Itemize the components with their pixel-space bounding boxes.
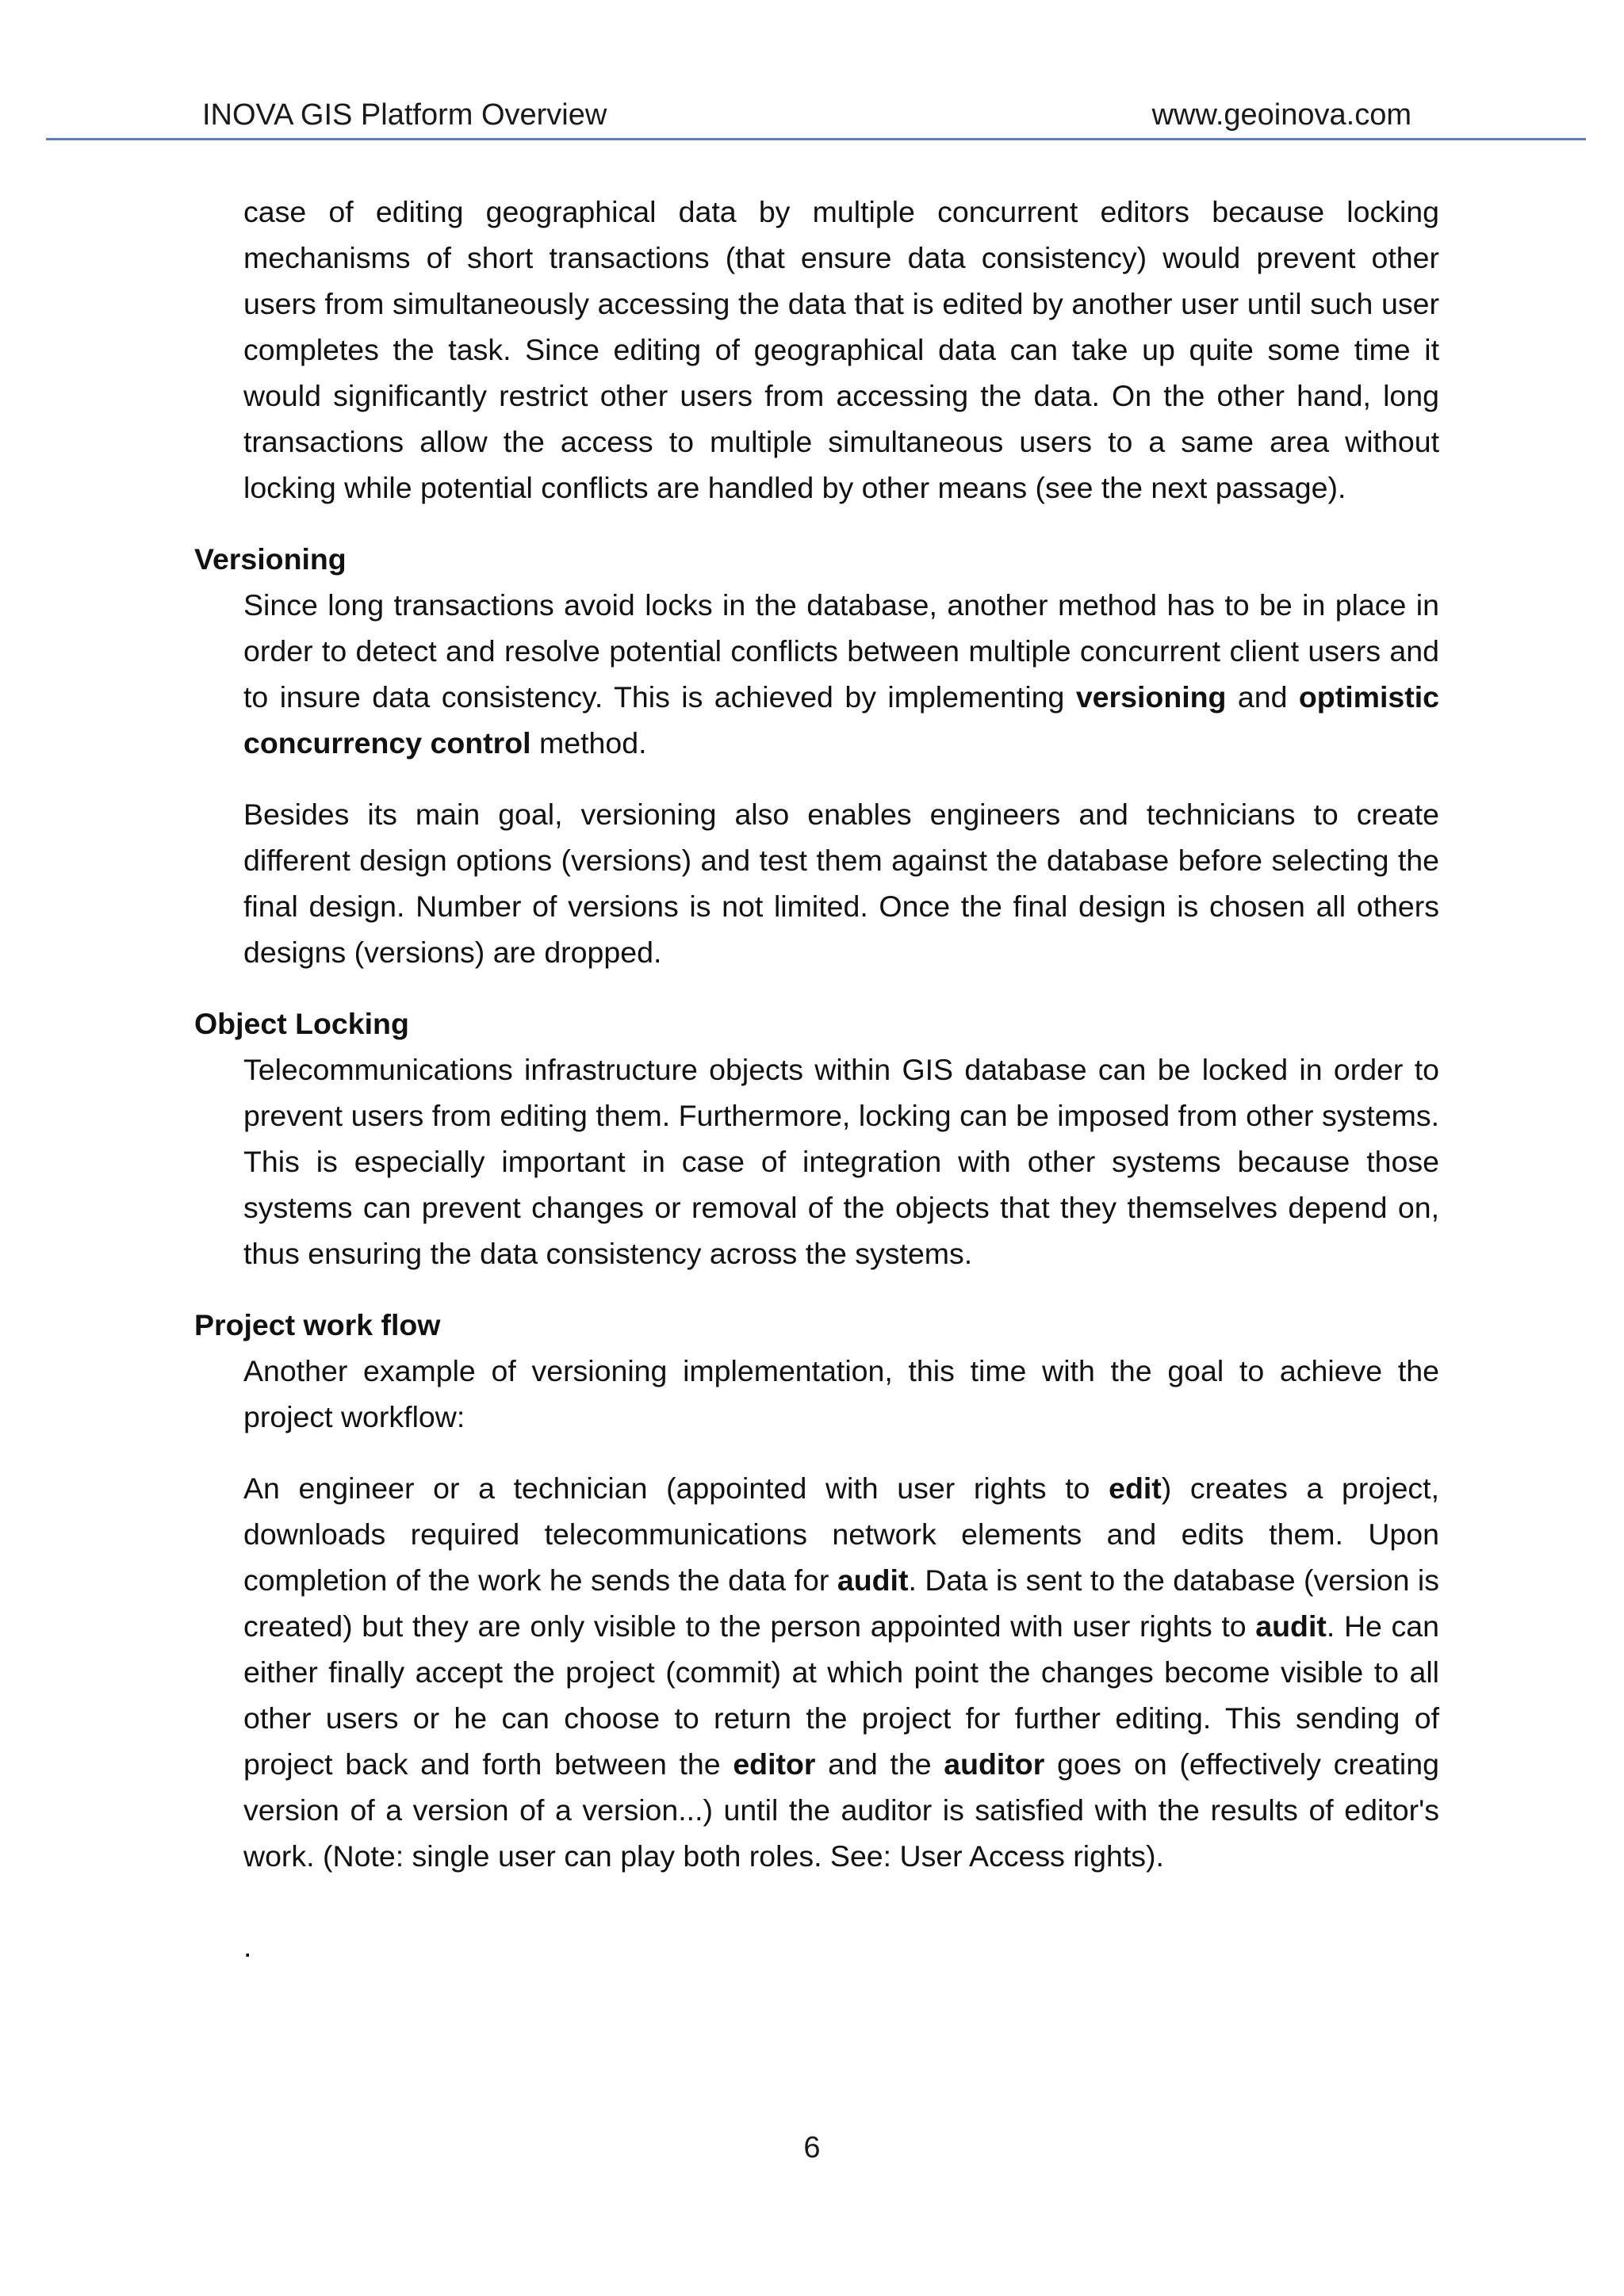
text-run: goes on (effectively creating version of a version of a version...) until the auditor is satisfied with the results of editor's work. (Note: single user can play both roles. See: User Access rights). [243,1747,1439,1873]
header-divider [46,138,1586,140]
object-locking-paragraph: Telecommunications infrastructure objects within GIS database can be locked in order to prevent users from editing them. Furthermore, locking can be imposed from other systems. This is especially important in case of integration with other systems because those systems can prevent changes or removal of the objects that they themselves depend on, thus ensuring the data consistency across the systems. [243,1053,1439,1270]
text-run: An engineer or a technician (appointed with user rights to [243,1471,1109,1505]
section-heading-object-locking: Object Locking [194,1007,409,1040]
text-run: . Data is sent to the database (version is created) but they are only visible to the person appointed with user rights to [243,1563,1439,1643]
bold-term-optimistic-concurrency-control: optimistic concurrency control [243,680,1439,760]
bold-term-editor: editor [733,1747,816,1781]
versioning-paragraph-2: Besides its main goal, versioning also enables engineers and technicians to create different design options (versions) and test them against the database before selecting the final design. Number of versions is not limited. Once the final design is chosen all others designs (versions) are dropped. [243,798,1439,969]
bold-term-audit: audit [837,1563,909,1597]
document-title: INOVA GIS Platform Overview [202,98,607,132]
page-number: 6 [803,2131,821,2164]
bold-term-versioning: versioning [1075,680,1227,714]
versioning-paragraph-1 [243,582,1439,766]
project-work-flow-paragraph-2 [243,1465,1439,1879]
text-run: . He can either finally accept the project (commit) at which point the changes become visible to all other users or he can choose to return the project for further editing. This sending of project back and forth between the [243,1609,1439,1781]
intro-paragraph: case of editing geographical data by multiple concurrent editors because locking mechanisms of short transactions (that ensure data consistency) would prevent other users from simultaneously accessing the data that is edited by another user until such user completes the task. Since editing of geographical data can take up quite some time it would significantly restrict other users from accessing the data. On the other hand, long transactions allow the access to multiple simultaneous users to a same area without locking while potential conflicts are handled by other means (see the next passage). [243,195,1439,504]
trailing-period: . [243,1930,252,1963]
bold-term-auditor: auditor [944,1747,1045,1781]
text-run: and the [815,1747,944,1781]
bold-term-audit: audit [1255,1609,1327,1643]
website-link[interactable]: www.geoinova.com [1151,98,1411,132]
text-run: Since long transactions avoid locks in the database, another method has to be in place in order to detect and resolve potential conflicts between multiple concurrent client users and to insure data consistency. This is achieved by implementing [243,588,1439,714]
section-heading-versioning: Versioning [194,542,347,576]
project-work-flow-paragraph-1: Another example of versioning implementation, this time with the goal to achieve the project workflow: [243,1354,1439,1433]
text-run: and [1226,680,1299,714]
page-header [202,97,1411,133]
bold-term-edit: edit [1109,1471,1162,1505]
text-run: method. [530,726,647,760]
text-run: ) creates a project, downloads required telecommunications network elements and edits them. Upon completion of the work he sends the data for [243,1471,1440,1597]
page-body [194,189,1439,1969]
section-heading-project-work-flow: Project work flow [194,1308,441,1341]
